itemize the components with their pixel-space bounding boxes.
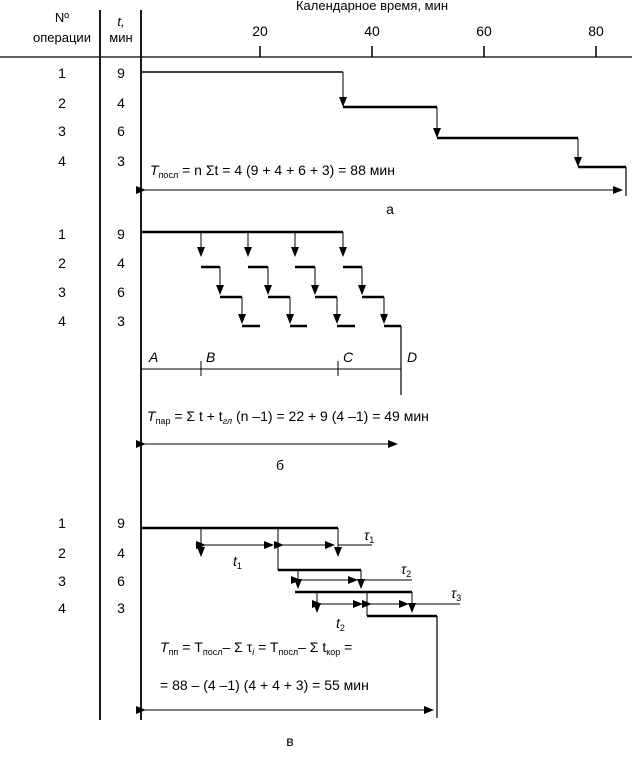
label-t2: $t_2$ [336,615,345,633]
op-num: 3 [58,123,66,139]
op-col-title: Nº [54,10,70,25]
op-time: 6 [117,573,125,589]
label-tau2: $\tau_2$ [401,561,412,579]
label-tau3: $\tau_3$ [451,585,462,603]
part-flow-1 [201,232,260,326]
op-num: 1 [58,515,66,531]
op-num: 4 [58,313,66,329]
panel-a [58,65,626,217]
op-num: 2 [58,255,66,271]
op-num: 3 [58,573,66,589]
op-num: 2 [58,95,66,111]
formula-parallel-sequential-line1: $T_{пп} = T_{посл}-$ Σ $\tau_i = T_{посл}-$ Σ $t_{кор}$ = [160,639,353,657]
op-time: 9 [117,65,125,81]
time-axis-title: Календарное время, мин [295,0,449,13]
time-axis-ticks [252,23,604,57]
label-tau1: $\tau_1$ [364,527,375,545]
op-time: 3 [117,153,125,169]
point-label-c: C [343,349,354,365]
point-label-a: A [149,349,159,365]
panel-b-rows [58,226,125,329]
op-time: 3 [117,313,125,329]
formula-parallel: $T_{пар} = \Sigma$ $t + t_{гл}$ (n –1) = 22 + 9 (4 –1) = 49 мин [147,408,429,426]
op-time: 6 [117,123,125,139]
op-col-subtitle: операции [33,30,91,45]
t-col-title: t, [117,14,125,29]
op-time: 4 [117,255,125,271]
part-flow-2 [248,232,307,326]
tick-label-80: 80 [588,23,604,39]
panel-v [58,515,461,749]
op-num: 4 [58,600,66,616]
tick-label-20: 20 [252,23,268,39]
label-t1: $t_1$ [233,553,242,571]
part-flow-4 [343,232,401,326]
point-label-d: D [407,349,418,365]
panel-v-rows [58,515,125,616]
panel-caption-a: а [386,201,394,217]
op-time: 3 [117,600,125,616]
point-label-b: B [206,349,216,365]
op-time: 9 [117,226,125,242]
panel-caption-b: б [275,457,285,473]
formula-parallel-sequential-line2: = 88 – (4 –1) (4 + 4 + 3) = 55 мин [160,677,369,693]
op-time: 4 [117,95,125,111]
panel-a-rows [58,65,125,169]
op-num: 1 [58,65,66,81]
panel-caption-v: в [286,733,294,749]
op-num: 3 [58,284,66,300]
op-time: 6 [117,284,125,300]
op-time: 9 [117,515,125,531]
formula-sequential: $T_{посл} = n$ Σt = 4 (9 + 4 + 6 + 3) = 88 мин [150,162,395,180]
op-num: 4 [58,153,66,169]
part-flow-3 [295,232,355,326]
panel-b [58,226,429,473]
op-num: 2 [58,545,66,561]
op-time: 4 [117,545,125,561]
tick-label-60: 60 [476,23,492,39]
op-num: 1 [58,226,66,242]
tick-label-40: 40 [364,23,380,39]
t-col-subtitle: мин [109,30,133,45]
